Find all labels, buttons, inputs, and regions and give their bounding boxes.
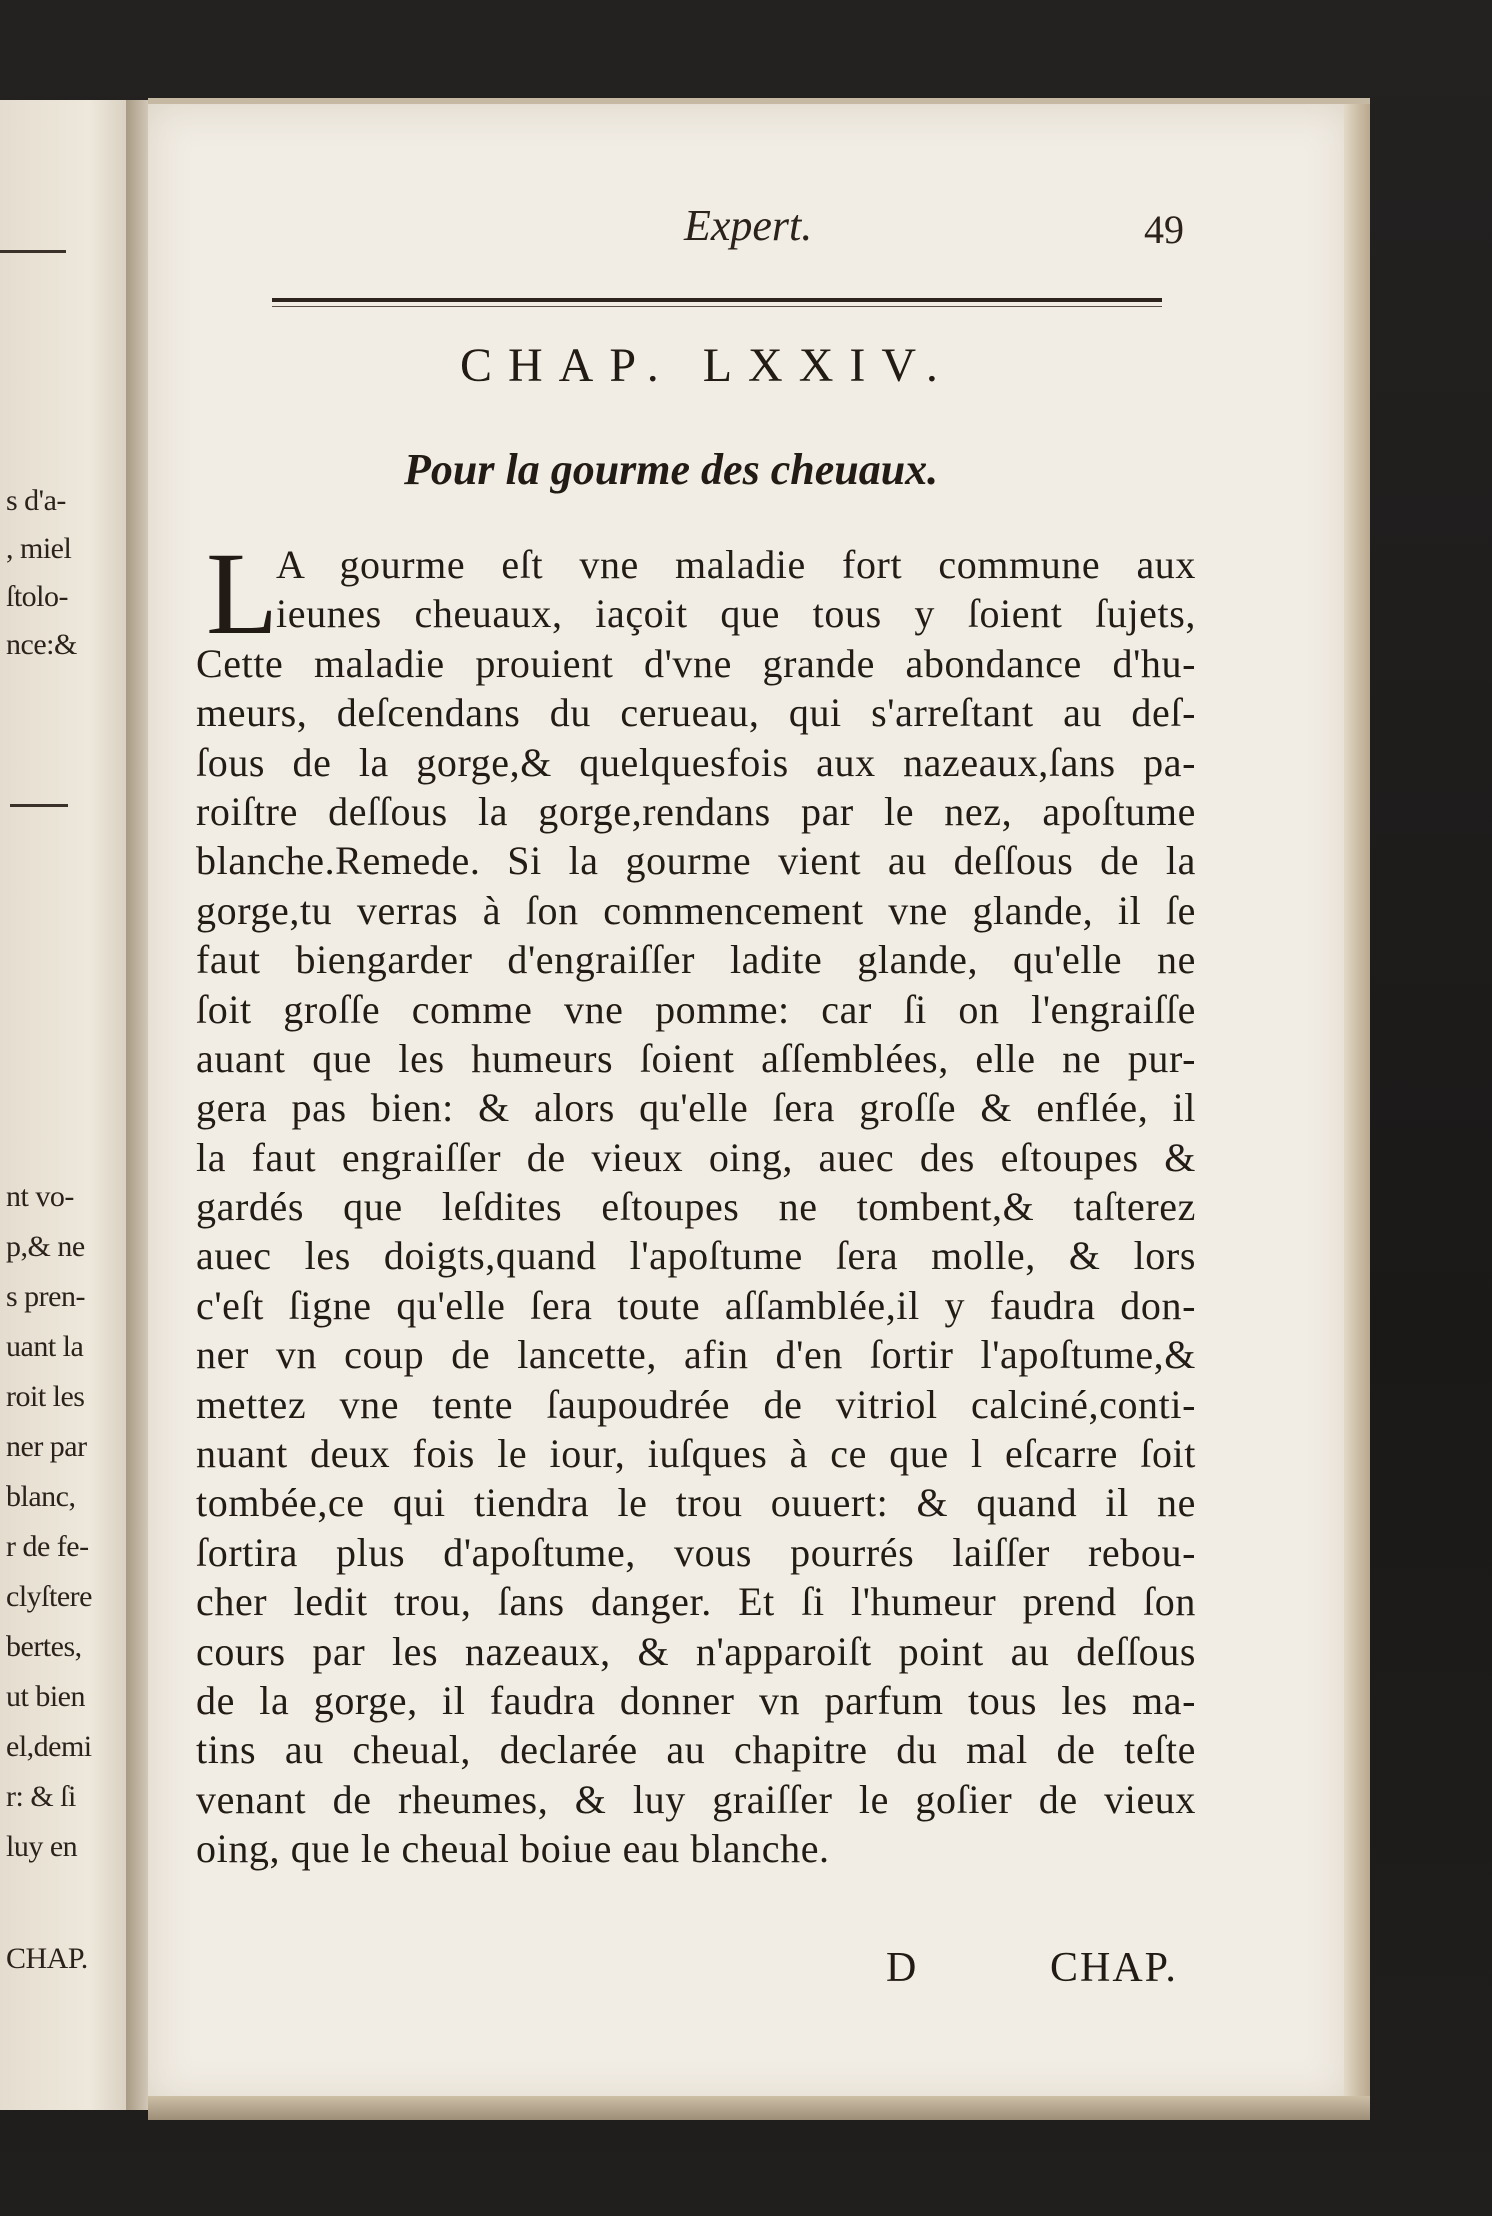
signature-mark: D	[886, 1945, 917, 1991]
left-line-fragment: blanc,	[6, 1480, 76, 1513]
text-line: c'eſt ſigne qu'elle ſera toute aſſamblée,il y faudra don-	[196, 1282, 1196, 1328]
left-line-fragment: r de fe-	[6, 1530, 89, 1563]
text-line: ieunes cheuaux, iaçoit que tous y ſoient ſujets,	[276, 591, 1196, 637]
text-line: la faut engraiſſer de vieux oing, auec des eſtoupes &	[196, 1134, 1196, 1180]
left-line-fragment: r: & ſi	[6, 1780, 76, 1813]
left-page-ornament	[10, 804, 68, 807]
left-catchword: CHAP.	[6, 1942, 88, 1975]
left-line-fragment: roit les	[6, 1380, 85, 1413]
left-line-fragment: clyſtere	[6, 1580, 92, 1613]
text-line: ſous de la gorge,& quelquesfois aux nazeaux,ſans pa-	[196, 739, 1196, 785]
text-line: oing, que le cheual boiue eau blanche.	[196, 1826, 830, 1872]
page-bottom-edge	[148, 2096, 1370, 2120]
catchword: CHAP.	[1050, 1945, 1178, 1991]
left-line-fragment: ner par	[6, 1430, 87, 1463]
text-line: de la gorge, il faudra donner vn parfum tous les ma-	[196, 1677, 1196, 1723]
left-line-fragment: luy en	[6, 1830, 78, 1863]
text-line: gorge,tu verras à ſon commencement vne glande, il ſe	[196, 887, 1196, 933]
chapter-title: Pour la gourme des cheuaux.	[404, 445, 939, 494]
left-line-fragment: p,& ne	[6, 1230, 85, 1263]
chapter-heading: CHAP. LXXIV.	[460, 339, 954, 392]
text-line: blanche.Remede. Si la gourme vient au deſſous de la	[196, 838, 1196, 884]
left-line-fragment: s pren-	[6, 1280, 85, 1313]
left-page-rule	[0, 250, 66, 253]
text-line: venant de rheumes, & luy graiſſer le goſier de vieux	[196, 1776, 1196, 1822]
text-line: A gourme eſt vne maladie fort commune aux	[276, 542, 1196, 587]
page-number: 49	[1144, 207, 1184, 252]
left-page-fragment	[0, 100, 130, 2110]
text-line: auant que les humeurs ſoient aſſemblées, elle ne pur-	[196, 1035, 1196, 1081]
text-line: nuant deux fois le iour, iuſques à ce que l eſcarre ſoit	[196, 1431, 1196, 1477]
left-line-fragment: bertes,	[6, 1630, 82, 1663]
running-head: Expert.	[684, 201, 813, 250]
left-line-fragment: nt vo-	[6, 1180, 74, 1213]
left-line-fragment: , miel	[6, 532, 72, 565]
text-line: cours par les nazeaux, & n'apparoiſt point au deſſous	[196, 1628, 1196, 1674]
text-line: cher ledit trou, ſans danger. Et ſi l'humeur prend ſon	[196, 1579, 1196, 1625]
left-line-fragment: s d'a-	[6, 484, 66, 517]
left-line-fragment: ſtolo-	[6, 580, 68, 613]
text-line: gera pas bien: & alors qu'elle ſera groſſe & enflée, il	[196, 1085, 1196, 1131]
text-line: ſortira plus d'apoſtume, vous pourrés laiſſer rebou-	[196, 1529, 1196, 1575]
text-line: faut biengarder d'engraiſſer ladite glande, qu'elle ne	[196, 937, 1196, 983]
left-line-fragment: el,demi	[6, 1730, 92, 1763]
header-rule	[272, 298, 1162, 302]
header-rule-thin	[272, 306, 1162, 307]
text-line: ſoit groſſe comme vne pomme: car ſi on l'engraiſſe	[196, 986, 1196, 1032]
text-line: meurs, deſcendans du cerueau, qui s'arreſtant au deſ-	[196, 690, 1196, 736]
text-line: tins au cheual, declarée au chapitre du mal de teſte	[196, 1727, 1196, 1773]
text-line: ner vn coup de lancette, afin d'en ſortir l'apoſtume,&	[196, 1332, 1196, 1378]
body-text	[196, 528, 1196, 1874]
page-fore-edge	[1344, 104, 1370, 2104]
left-line-fragment: uant la	[6, 1330, 84, 1363]
left-line-fragment: ut bien	[6, 1680, 85, 1713]
text-line: Cette maladie prouient d'vne grande abondance d'hu-	[196, 640, 1196, 686]
drop-cap: L	[206, 528, 279, 659]
text-line: gardés que leſdites eſtoupes ne tombent,& taſterez	[196, 1184, 1196, 1230]
text-line: roiſtre deſſous la gorge,rendans par le nez, apoſtume	[196, 788, 1196, 834]
text-line: tombée,ce qui tiendra le trou ouuert: & quand il ne	[196, 1480, 1196, 1526]
text-line: auec les doigts,quand l'apoſtume ſera molle, & lors	[196, 1233, 1196, 1279]
text-line: mettez vne tente ſaupoudrée de vitriol calciné,conti-	[196, 1381, 1196, 1427]
left-line-fragment: nce:&	[6, 628, 77, 661]
